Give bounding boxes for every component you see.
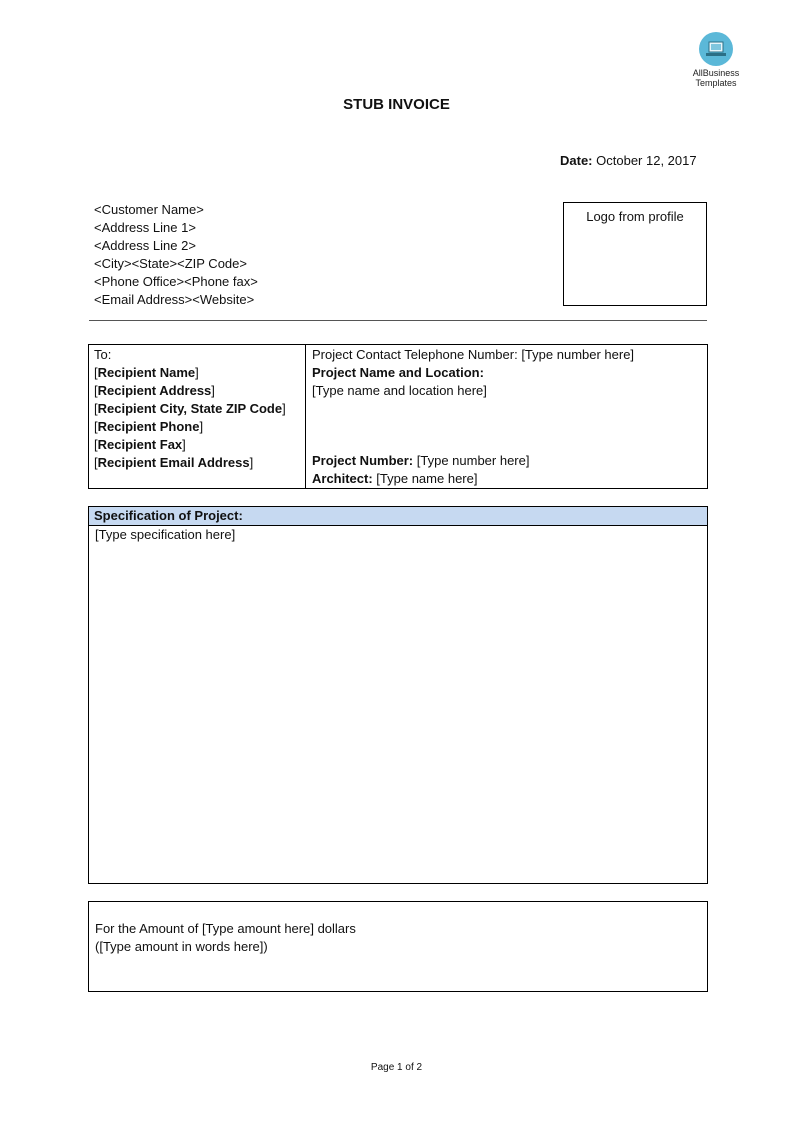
customer-line: <Customer Name>	[94, 202, 204, 217]
project-bottom	[312, 452, 529, 488]
brand-circle	[699, 32, 733, 66]
to-label: To:	[94, 347, 112, 362]
logo-placeholder	[563, 202, 707, 306]
project-cell	[306, 345, 707, 488]
recipient-field[interactable]: [Recipient Phone]	[94, 419, 204, 434]
project-name-location-label: Project Name and Location:	[312, 365, 484, 380]
date-label: Date:	[560, 153, 593, 168]
brand-logo	[686, 32, 746, 88]
logo-placeholder-text: Logo from profile	[586, 209, 684, 224]
amount-words-line[interactable]: ([Type amount in words here])	[95, 939, 268, 954]
brand-name	[686, 68, 746, 88]
customer-line: <Address Line 1>	[94, 220, 196, 235]
recipient-project-table	[88, 344, 708, 489]
recipient-field[interactable]: [Recipient Email Address]	[94, 455, 254, 470]
customer-line: <Phone Office><Phone fax>	[94, 274, 258, 289]
recipient-field[interactable]: [Recipient Address]	[94, 383, 215, 398]
invoice-date	[560, 153, 697, 168]
recipient-field[interactable]: [Recipient Fax]	[94, 437, 186, 452]
project-number[interactable]: Project Number: [Type number here]	[312, 453, 530, 468]
amount-line[interactable]: For the Amount of [Type amount here] dollars	[95, 921, 356, 936]
specification-section	[88, 506, 708, 884]
brand-line-1: AllBusiness	[692, 68, 740, 78]
laptop-icon	[706, 41, 726, 57]
customer-line: <Email Address><Website>	[94, 292, 255, 307]
specification-body[interactable]: [Type specification here]	[95, 527, 236, 542]
document-title: STUB INVOICE	[343, 96, 450, 113]
customer-block	[94, 201, 258, 309]
project-architect[interactable]: Architect: [Type name here]	[312, 471, 478, 486]
page-number: Page 1 of 2	[370, 1062, 423, 1073]
project-name-location-value[interactable]: [Type name and location here]	[312, 383, 487, 398]
recipient-field[interactable]: [Recipient City, State ZIP Code]	[94, 401, 286, 416]
recipient-cell	[89, 345, 306, 488]
amount-section	[88, 901, 708, 992]
date-value: October 12, 2017	[596, 153, 697, 168]
customer-line: <Address Line 2>	[94, 238, 196, 253]
customer-line: <City><State><ZIP Code>	[94, 256, 247, 271]
project-contact-phone[interactable]: Project Contact Telephone Number: [Type number here]	[312, 347, 635, 362]
specification-header: Specification of Project:	[89, 507, 707, 526]
recipient-field[interactable]: [Recipient Name]	[94, 365, 199, 380]
brand-line-2: Templates	[695, 78, 737, 88]
divider	[89, 320, 707, 321]
